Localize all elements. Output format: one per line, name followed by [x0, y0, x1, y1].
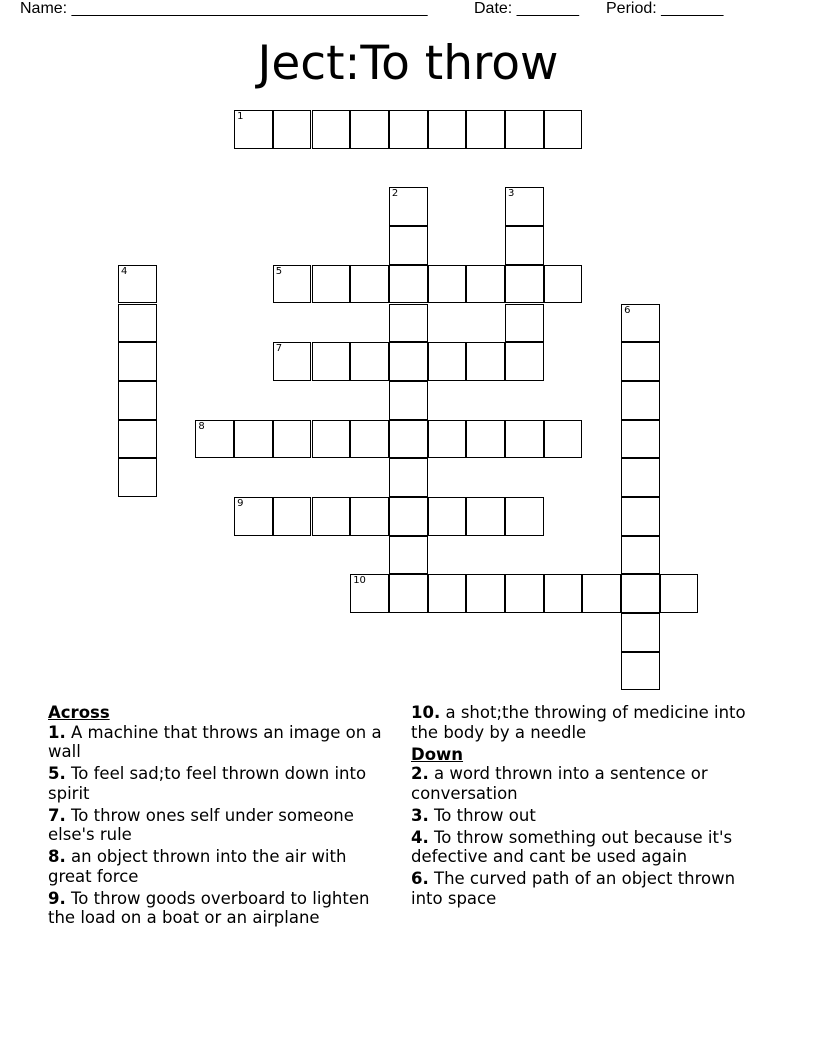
grid-cell[interactable] — [428, 342, 467, 381]
across-heading: Across — [48, 703, 110, 722]
grid-cell[interactable] — [544, 265, 583, 304]
grid-cell[interactable] — [234, 110, 273, 149]
grid-cell[interactable] — [389, 304, 428, 343]
grid-cell[interactable] — [428, 574, 467, 613]
period-field[interactable]: Period: _______ — [606, 0, 724, 17]
clue-number-label: 1 — [237, 111, 244, 122]
clue-number-label: 3 — [508, 188, 515, 200]
grid-cell[interactable] — [544, 110, 583, 149]
grid-cell[interactable] — [505, 110, 544, 149]
clue-text: a word thrown into a sentence or conversation — [411, 764, 708, 803]
clue-number-label: 7 — [275, 343, 283, 355]
grid-cell[interactable] — [389, 187, 428, 226]
clue-text: To throw something out because it's defective and cant be used again — [411, 827, 733, 866]
grid-cell[interactable] — [312, 420, 351, 459]
grid-cell[interactable] — [621, 613, 660, 652]
clue-number-label: 8 — [198, 420, 205, 432]
grid-cell[interactable] — [544, 574, 583, 613]
grid-cell[interactable] — [505, 342, 544, 381]
grid-cell[interactable] — [621, 574, 660, 613]
clue-text: A machine that throws an image on a wall — [48, 722, 382, 761]
clue-item — [411, 869, 761, 908]
grid-cell[interactable] — [389, 497, 428, 536]
grid-cell[interactable] — [389, 420, 428, 459]
date-field[interactable]: Date: _______ — [474, 0, 579, 17]
clue-number: 6. — [411, 869, 429, 888]
grid-cell[interactable] — [312, 342, 351, 381]
grid-cell[interactable] — [234, 497, 273, 536]
grid-cell[interactable] — [234, 420, 273, 459]
grid-cell[interactable] — [350, 110, 389, 149]
clue-number-label: 5 — [275, 265, 283, 277]
clue-item — [411, 806, 761, 826]
grid-cell[interactable] — [466, 420, 505, 459]
clue-item — [48, 806, 388, 845]
grid-cell[interactable] — [389, 458, 428, 497]
clue-item — [48, 889, 388, 928]
grid-cell[interactable] — [621, 381, 660, 420]
grid-cell[interactable] — [505, 226, 544, 265]
grid-cell[interactable] — [505, 574, 544, 613]
grid-cell[interactable] — [544, 420, 583, 459]
clue-number: 3. — [411, 805, 429, 825]
clue-number: 1. — [48, 722, 66, 742]
name-field[interactable]: Name: ________________________________________ — [20, 0, 428, 17]
grid-cell[interactable] — [273, 420, 312, 459]
clue-number-label: 6 — [624, 304, 631, 316]
grid-cell[interactable] — [389, 265, 428, 304]
clue-number-label: 2 — [391, 188, 399, 200]
grid-cell[interactable] — [312, 265, 351, 304]
grid-cell[interactable] — [273, 110, 312, 149]
grid-cell[interactable] — [428, 110, 467, 149]
down-heading: Down — [411, 744, 464, 764]
grid-cell[interactable] — [389, 381, 428, 420]
grid-cell[interactable] — [466, 497, 505, 536]
clue-number: 5. — [48, 764, 66, 783]
clue-text: To throw goods overboard to lighten the load on a boat or an airplane — [48, 888, 370, 927]
grid-cell[interactable] — [389, 342, 428, 381]
grid-cell[interactable] — [582, 574, 621, 613]
grid-cell[interactable] — [621, 420, 660, 459]
clue-item — [411, 703, 761, 742]
grid-cell[interactable] — [428, 265, 467, 304]
clue-number: 8. — [48, 847, 66, 866]
clue-item — [411, 828, 761, 867]
grid-cell[interactable] — [118, 420, 157, 459]
clue-text: a shot;the throwing of medicine into the body by a needle — [411, 703, 746, 742]
grid-cell[interactable] — [350, 420, 389, 459]
grid-cell[interactable] — [350, 497, 389, 536]
clue-number-label: 9 — [237, 498, 244, 509]
grid-cell[interactable] — [118, 342, 157, 381]
grid-cell[interactable] — [428, 497, 467, 536]
grid-cell[interactable] — [505, 497, 544, 536]
clue-item — [48, 764, 388, 803]
grid-cell[interactable] — [350, 342, 389, 381]
grid-cell[interactable] — [621, 342, 660, 381]
clue-item — [48, 847, 388, 886]
clue-number: 4. — [411, 827, 429, 847]
grid-cell[interactable] — [621, 536, 660, 575]
grid-cell[interactable] — [118, 458, 157, 497]
grid-cell[interactable] — [505, 265, 544, 304]
grid-cell[interactable] — [312, 497, 351, 536]
clue-text: To feel sad;to feel thrown down into spirit — [48, 764, 367, 803]
clue-item — [411, 764, 761, 803]
clue-text: To throw ones self under someone else's rule — [48, 805, 354, 844]
grid-cell[interactable] — [621, 497, 660, 536]
grid-cell[interactable] — [505, 304, 544, 343]
grid-cell[interactable] — [273, 342, 312, 381]
clue-text: The curved path of an object thrown into space — [411, 869, 736, 908]
grid-cell[interactable] — [466, 574, 505, 613]
grid-cell[interactable] — [350, 574, 389, 613]
grid-cell[interactable] — [273, 497, 312, 536]
grid-cell[interactable] — [621, 652, 660, 691]
across-clues — [48, 703, 388, 930]
grid-cell[interactable] — [466, 265, 505, 304]
clue-text: To throw out — [434, 805, 536, 825]
grid-cell[interactable] — [389, 536, 428, 575]
clue-number-label: 4 — [121, 265, 128, 277]
clue-number: 9. — [48, 888, 66, 908]
grid-cell[interactable] — [505, 420, 544, 459]
grid-cell[interactable] — [350, 265, 389, 304]
grid-cell[interactable] — [660, 574, 699, 613]
grid-cell[interactable] — [428, 420, 467, 459]
grid-cell[interactable] — [312, 110, 351, 149]
grid-cell[interactable] — [118, 381, 157, 420]
clue-number: 2. — [411, 764, 429, 783]
clue-number: 10. — [411, 703, 441, 722]
grid-cell[interactable] — [389, 574, 428, 613]
grid-cell[interactable] — [389, 226, 428, 265]
grid-cell[interactable] — [505, 187, 544, 226]
grid-cell[interactable] — [273, 265, 312, 304]
right-clues — [411, 703, 761, 911]
clue-text: an object thrown into the air with great force — [48, 847, 347, 886]
grid-cell[interactable] — [621, 304, 660, 343]
grid-cell[interactable] — [621, 458, 660, 497]
clue-item — [48, 723, 388, 762]
page-title: Ject:To throw — [257, 36, 559, 91]
clue-number: 7. — [48, 805, 66, 825]
grid-cell[interactable] — [118, 265, 157, 304]
grid-cell[interactable] — [466, 110, 505, 149]
grid-cell[interactable] — [466, 342, 505, 381]
grid-cell[interactable] — [389, 110, 428, 149]
grid-cell[interactable] — [195, 420, 234, 459]
clue-number-label: 10 — [353, 575, 366, 587]
grid-cell[interactable] — [118, 304, 157, 343]
